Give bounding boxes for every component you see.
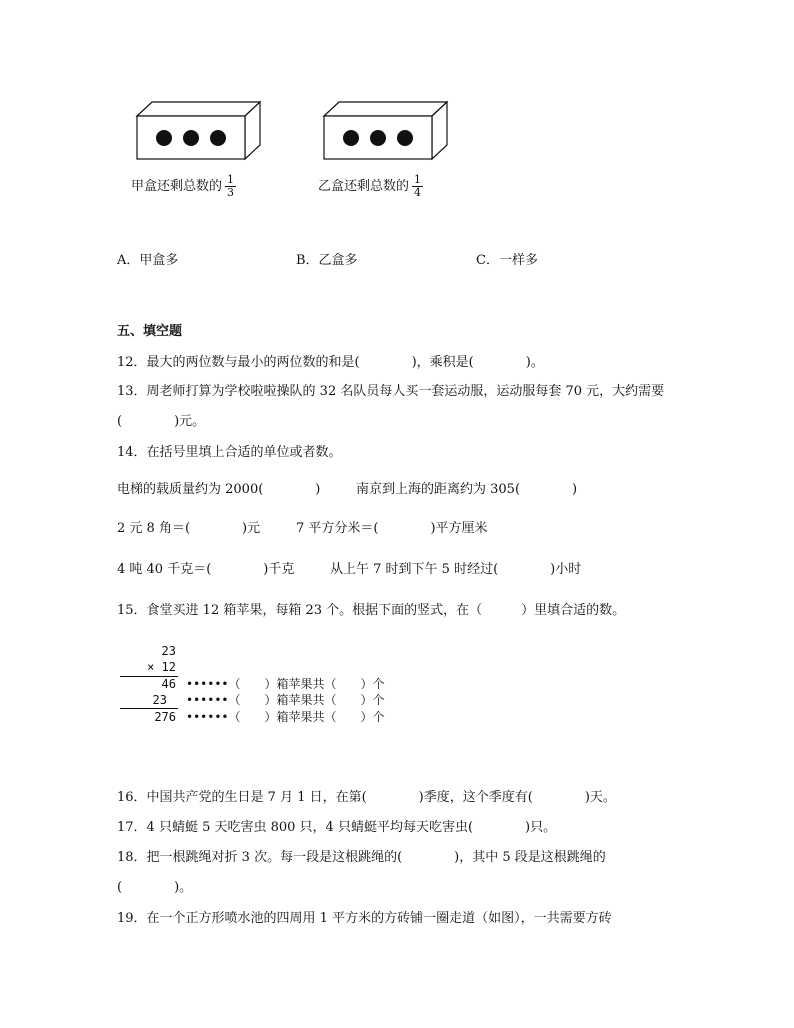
- box-b-caption: 乙盒还剩总数的 $\frac{1}{4}$: [318, 173, 422, 199]
- q14-item-elevator: 电梯的载质量约为 2000( ): [117, 482, 321, 497]
- q14-item-yuan: 2 元 8 角＝( )元: [117, 521, 261, 536]
- question-13-line2: ( )元。: [117, 414, 206, 429]
- question-19: 19．在一个正方形喷水池的四周用 1 平方米的方砖铺一圈走道（如图），一共需要方砖: [117, 911, 612, 926]
- q14-item-distance: 南京到上海的距离约为 305( ): [356, 482, 578, 497]
- calc-line-1: ••••••（ ）箱苹果共（ ）个: [186, 677, 385, 691]
- question-13-line1: 13．周老师打算为学校啦啦操队的 32 名队员每人买一套运动服，运动服每套 70 元，大约需要: [117, 384, 665, 399]
- calc-partial1: 46: [161, 677, 176, 691]
- question-12: 12．最大的两位数与最小的两位数的和是( )，乘积是( )。: [117, 355, 544, 370]
- calc-line-2: ••••••（ ）箱苹果共（ ）个: [186, 693, 385, 707]
- question-16: 16．中国共产党的生日是 7 月 1 日，在第( )季度，这个季度有( )天。: [117, 790, 616, 805]
- calc-multiplier: × 12: [147, 660, 176, 674]
- question-18-line2: ( )。: [117, 880, 193, 895]
- box-a-figure: [135, 100, 265, 160]
- ball: [210, 130, 226, 146]
- calc-line-3: ••••••（ ）箱苹果共（ ）个: [186, 710, 385, 724]
- box-a-fraction: $\frac{1}{3}$: [227, 173, 235, 199]
- box-b-fraction: $\frac{1}{4}$: [414, 173, 422, 199]
- calc-partial2: 23: [152, 693, 167, 707]
- ball: [183, 130, 199, 146]
- ball: [156, 130, 172, 146]
- ball: [343, 130, 359, 146]
- calc-result: 276: [154, 710, 176, 724]
- q14-item-time: 从上午 7 时到下午 5 时经过( )小时: [330, 562, 582, 577]
- question-18-line1: 18．把一根跳绳对折 3 次。每一段是这根跳绳的( )，其中 5 段是这根跳绳的: [117, 850, 606, 865]
- q14-item-weight: 4 吨 40 千克＝( )千克: [117, 562, 295, 577]
- option-b[interactable]: B．乙盒多: [296, 253, 358, 268]
- calc-multiplicand: 23: [161, 644, 176, 658]
- option-c[interactable]: C．一样多: [476, 253, 538, 268]
- q14-item-area: 7 平方分米＝( )平方厘米: [296, 521, 488, 536]
- ball: [397, 130, 413, 146]
- box-a-caption: 甲盒还剩总数的 $\frac{1}{3}$: [131, 173, 235, 199]
- question-17: 17．4 只蜻蜓 5 天吃害虫 800 只，4 只蜻蜓平均每天吃害虫( )只。: [117, 820, 557, 835]
- option-a[interactable]: A．甲盒多: [117, 253, 179, 268]
- box-b-figure: [322, 100, 452, 160]
- question-15: 15．食堂买进 12 箱苹果，每箱 23 个。根据下面的竖式，在（ ）里填合适的数。: [117, 603, 626, 618]
- section-title: 五、填空题: [117, 324, 183, 339]
- ball: [370, 130, 386, 146]
- question-14: 14．在括号里填上合适的单位或者数。: [117, 445, 342, 460]
